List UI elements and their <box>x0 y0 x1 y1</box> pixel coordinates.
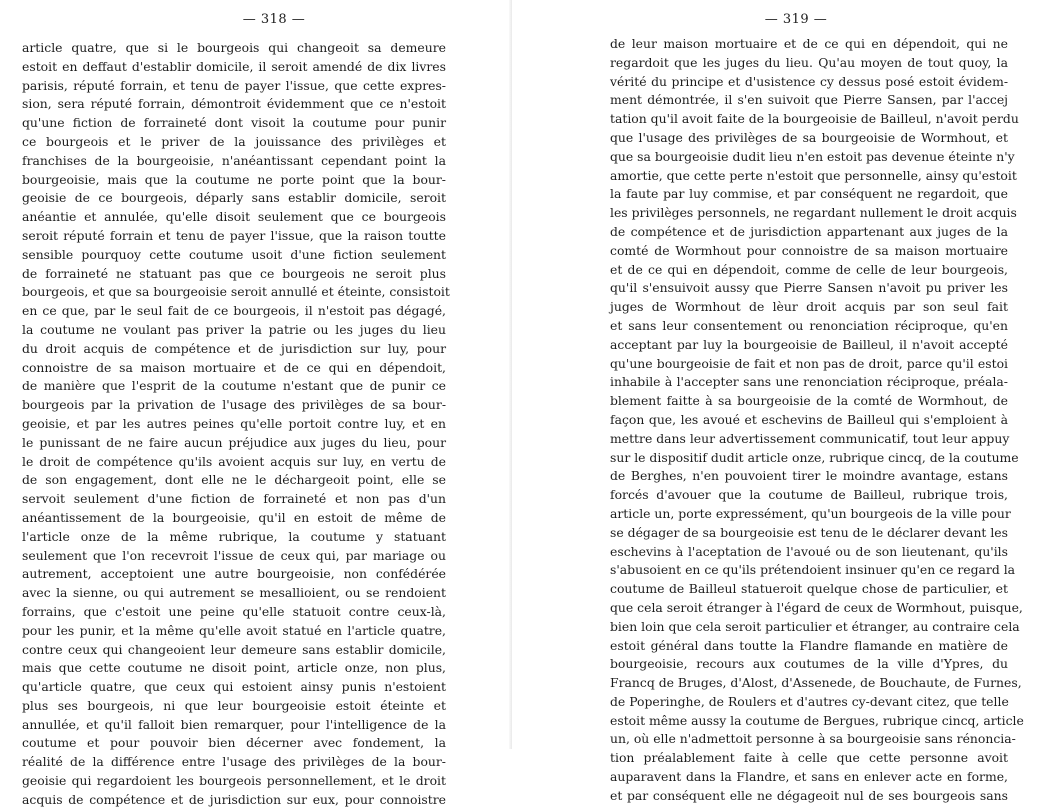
text-line: contre ceux qui changeoient leur demeure sans establir domicile, <box>22 641 446 657</box>
text-line: en ce que, par le seul fait de ce bourgeois, il n'estoit pas dégagé, <box>22 303 446 319</box>
right-page-number: — 319 — <box>764 12 828 27</box>
text-line: estoit général dans toutte la Flandre flamande en matière de <box>610 637 1008 653</box>
text-line: coutume de Bailleul statueroit quelque chose de particulier, et <box>610 581 1008 597</box>
text-line: que cela seroit étranger à l'égard de ceux de Wormhout, puisque, <box>610 599 1023 615</box>
left-page <box>0 0 512 807</box>
text-line: servoit seulement d'une fiction de forraineté et non pas d'un <box>22 491 446 507</box>
text-line: se dégager de sa bourgeoisie est tenu de le déclarer devant les <box>610 524 1008 540</box>
text-line: sensible pourquoy cette coutume usoit d'une fiction seulement <box>22 246 446 262</box>
text-line: mettre dans leur advertissement communicatif, tout leur appuy <box>610 430 1010 446</box>
text-line: blement faitte à sa bourgeoisie de la comté de Wormhout, de <box>610 393 1008 409</box>
text-line: qu'une fiction de forraineté dont visoit la coutume pour punir <box>22 115 446 131</box>
text-line: que sa bourgeoisie dudit lieu n'en estoit pas devenue éteinte n'y <box>610 148 1015 164</box>
text-line: façon que, les avoué et eschevins de Bailleul qui s'emploient à <box>610 411 1008 427</box>
text-line: les privilèges personnels, ne regardant nullement le droit acquis <box>610 205 1017 221</box>
text-line: geoisie qui regardoient les bourgeois personnellement, et le droit <box>22 773 446 789</box>
text-line: auparavent dans la Flandre, et sans en enlever acte en forme, <box>610 769 1008 785</box>
text-line: de manière que l'esprit de la coutume n'estant que de punir ce <box>22 378 446 394</box>
text-line: parisis, réputé forrain, et tenu de payer l'issue, que cette expres- <box>22 77 446 93</box>
text-line: la coutume ne voulant pas priver la patrie ou les juges du lieu <box>22 321 446 337</box>
text-line: qu'une bourgeoisie de fait et non pas de droit, parce qu'il estoi <box>610 355 1008 371</box>
text-line: forrains, que c'estoit une peine qu'elle statuoit contre ceux-là, <box>22 603 446 619</box>
text-line: juges de Wormhout de lèur droit acquis par son seul fait <box>610 299 1008 315</box>
text-line: autrement, acceptoient une autre bourgeoisie, non confédérée <box>22 566 446 582</box>
text-line: et sans leur consentement ou renonciation réciproque, qu'en <box>610 317 1008 333</box>
text-line: inhabile à l'accepter sans une renonciation réciproque, préala- <box>610 374 1008 390</box>
text-line: tion préalablement faite à celle que cette personne avoit <box>610 750 1008 766</box>
text-line: article un, porte expressément, qu'un bourgeois de la ville pour <box>610 505 1011 521</box>
text-line: de compétence et de jurisdiction appartenant aux juges de la <box>610 223 1008 239</box>
text-line: forcés d'avouer que la coutume de Bailleul, rubrique trois, <box>610 487 1008 503</box>
text-line: de Poperinghe, de Roulers et d'autres cy-devant citez, que telle <box>610 693 1009 709</box>
text-line: ment démontrée, il s'en suivoit que Pierre Sansen, par l'accej <box>610 92 1008 108</box>
text-line: regardoit que les juges du lieu. Qu'au moyen de tout quoy, la <box>610 54 1008 70</box>
text-line: franchises de la bourgeoisie, n'anéantissant cependant point la <box>22 152 446 168</box>
text-line: seulement que l'on recevroit l'issue de ceux qui, par mariage ou <box>22 547 446 563</box>
text-line: annullée, et qu'il falloit bien remarquer, pour l'intelligence de la <box>22 716 446 732</box>
text-line: bien loin que cela seroit particulier et étranger, au contraire cela <box>610 618 1020 634</box>
text-line: bourgeois par la privation de l'usage des privilèges de sa bour- <box>22 397 446 413</box>
text-line: du droit acquis de compétence et de jurisdiction sur luy, pour <box>22 340 446 356</box>
text-line: tation qu'il avoit faite de la bourgeoisie de Bailleul, n'avoit perdu <box>610 111 1019 127</box>
text-line: réalité de la différence entre l'usage des privilèges de la bour- <box>22 754 446 770</box>
text-line: sur le dispositif dudit article onze, rubrique cincq, de la coutume <box>610 449 1019 465</box>
right-page-text <box>610 35 1024 806</box>
text-line: un, où elle n'admettoit personne à sa bourgeoisie sans rénoncia- <box>610 731 1016 747</box>
text-line: plus ses bourgeois, ni que leur bourgeoisie estoit éteinte et <box>22 697 446 713</box>
left-page-number: — 318 — <box>242 12 306 27</box>
text-line: de son engagement, dont elle ne le déchargeoit point, elle se <box>22 472 446 488</box>
text-line: coutume et pour pouvoir bien décerner avec fondement, la <box>22 735 446 751</box>
text-line: l'article onze de la même rubrique, la coutume y statuant <box>22 528 446 544</box>
text-line: de Berghes, n'en pouvoient tirer le moindre avantage, estans <box>610 468 1008 484</box>
text-line: pour les punir, et la même qu'elle avoit statué en l'article quatre, <box>22 622 446 638</box>
text-line: anéantissement de la bourgeoisie, qu'il en estoit de même de <box>22 509 446 525</box>
text-line: de forraineté ne statuant pas que ce bourgeois ne seroit plus <box>22 265 446 281</box>
text-line: geoisie, et par les autres peines qu'elle portoit contre luy, et en <box>22 415 446 431</box>
text-line: qu'article quatre, que ceux qui estoient ainsy punis n'estoient <box>22 679 446 695</box>
text-line: mais que cette coutume ne disoit point, article onze, non plus, <box>22 660 446 676</box>
text-line: le punissant de ne faire aucun préjudice aux juges du lieu, pour <box>22 434 446 450</box>
text-line: comté de Wormhout pour connoistre de sa maison mortuaire <box>610 242 1008 258</box>
text-line: de leur maison mortuaire et de ce qui en dépendoit, qui ne <box>610 36 1008 51</box>
text-line: le droit de compétence qu'ils avoient acquis sur luy, en vertu de <box>22 453 446 469</box>
text-line: la faute par luy commise, et par conséquent ne regardoit, que <box>610 186 1008 202</box>
text-line: bourgeoisie, recours aux coutumes de la ville d'Ypres, du <box>610 656 1008 672</box>
text-line: et de ce qui en dépendoit, comme de celle de leur bourgeois, <box>610 261 1008 277</box>
text-line: estoit même aussy la coutume de Bergues, rubrique cincq, article <box>610 712 1024 728</box>
text-line: bourgeoisie, mais que la coutume ne porte point que la bour- <box>22 171 446 187</box>
text-line: eschevins à l'aceptation de l'avoué ou de son lieutenant, qu'ils <box>610 543 1008 559</box>
text-line: ce bourgeois et le priver de la jouissance des privilèges et <box>22 133 446 149</box>
text-line: et par conséquent elle ne dégageoit nul de ses bourgeois sans <box>610 787 1008 803</box>
right-page <box>512 0 1024 803</box>
text-line: bourgeois, et que sa bourgeoisie seroit annullé et éteinte, consistoit <box>22 284 450 300</box>
text-line: seroit réputé forrain et tenu de payer l'issue, que la raison toutte <box>22 227 446 243</box>
left-page-text <box>22 39 450 810</box>
text-line: s'abusoient en ce qu'ils prétendoient insinuer qu'en ce regard la <box>610 562 1016 578</box>
text-line: amortie, que cette perte n'estoit que personnelle, ainsy qu'estoit <box>610 167 1017 183</box>
text-line: connoistre de sa maison mortuaire et de ce qui en dépendoit, <box>22 359 446 375</box>
text-line: qu'il s'ensuivoit aussy que Pierre Sansen n'avoit pu priver les <box>610 280 1008 296</box>
text-line: acquis de compétence et de jurisdiction sur eux, pour connoistre <box>22 791 446 807</box>
text-line: estoit en deffaut d'establir domicile, il seroit amendé de dix livres <box>22 58 446 74</box>
text-line: geoisie de ce bourgeois, déparly sans establir domicile, seroit <box>22 190 446 206</box>
text-line: article quatre, que si le bourgeois qui changeoit sa demeure <box>22 40 446 55</box>
text-line: que l'usage des privilèges de sa bourgeoisie de Wormhout, et <box>610 129 1008 145</box>
text-line: Francq de Bruges, d'Alost, d'Assenede, de Bouchaute, de Furnes, <box>610 675 1022 691</box>
text-line: avec la sienne, ou qui autrement se mesallioient, ou se rendoient <box>22 585 446 601</box>
text-line: anéantie et annulée, qu'elle disoit seulement que ce bourgeois <box>22 209 446 225</box>
text-line: sion, sera réputé forrain, démontroit évidemment que ce n'estoit <box>22 96 446 112</box>
text-line: vérité du principe et d'usistence cy dessus posé estoit évidem- <box>610 73 1008 89</box>
text-line: acceptant par luy la bourgeoisie de Bailleul, il n'avoit accepté <box>610 336 1008 352</box>
